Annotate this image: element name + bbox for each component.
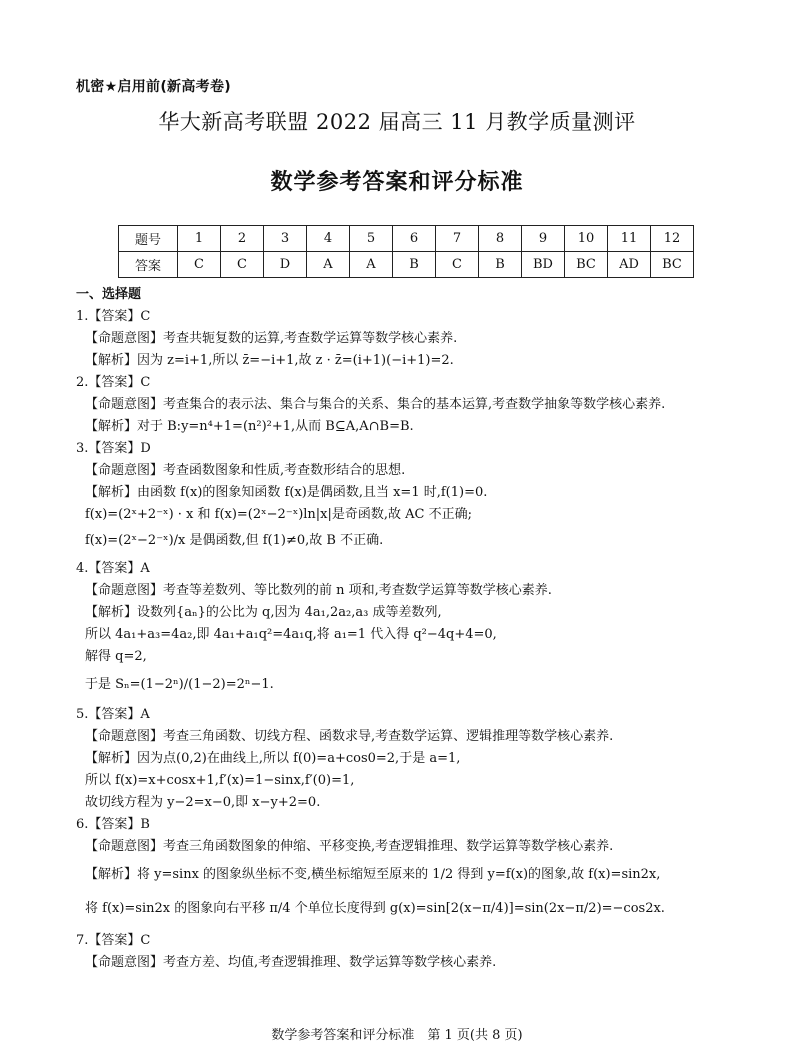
question-number-cell: 11 [608, 226, 651, 252]
solution-line: 【命题意图】考查方差、均值,考查逻辑推理、数学运算等数学核心素养. [85, 955, 497, 970]
question-number-cell: 12 [651, 226, 694, 252]
question-number-cell: 10 [565, 226, 608, 252]
solution-line: f(x)=(2ˣ−2⁻ˣ)/x 是偶函数,但 f(1)≠0,故 B 不正确. [85, 533, 384, 548]
solution-line: 所以 4a₁+a₃=4a₂,即 4a₁+a₁q²=4a₁q,将 a₁=1 代入得 q²−4q+4=0, [85, 627, 497, 642]
solution-line: 【命题意图】考查等差数列、等比数列的前 n 项和,考查数学运算等数学核心素养. [85, 583, 552, 598]
solution-line: 7.【答案】C [76, 933, 151, 948]
row-label: 题号 [119, 226, 178, 252]
solution-line: 【解析】因为 z=i+1,所以 z̄=−i+1,故 z · z̄=(i+1)(−i+1)=2. [85, 353, 454, 368]
answer-cell: BC [651, 252, 694, 278]
solution-line: 解得 q=2, [85, 649, 147, 664]
question-number-cell: 1 [178, 226, 221, 252]
solution-line: 【命题意图】考查共轭复数的运算,考查数学运算等数学核心素养. [85, 331, 458, 346]
section-heading: 一、选择题 [76, 287, 142, 302]
solution-line: 1.【答案】C [76, 309, 151, 324]
solution-line: 故切线方程为 y−2=x−0,即 x−y+2=0. [85, 795, 321, 810]
solution-line: 所以 f(x)=x+cosx+1,f′(x)=1−sinx,f′(0)=1, [85, 773, 355, 788]
row-label: 答案 [119, 252, 178, 278]
table-row [119, 252, 694, 278]
page-footer: 数学参考答案和评分标准 第 1 页(共 8 页) [271, 1028, 523, 1043]
question-number-cell: 7 [436, 226, 479, 252]
exam-title: 华大新高考联盟 2022 届高三 11 月教学质量测评 [158, 110, 636, 134]
solution-line: 2.【答案】C [76, 375, 151, 390]
answer-cell: A [307, 252, 350, 278]
solution-line: 【解析】对于 B:y=n⁴+1=(n²)²+1,从而 B⊆A,A∩B=B. [85, 419, 414, 434]
solution-line: 【命题意图】考查集合的表示法、集合与集合的关系、集合的基本运算,考查数学抽象等数学核心素养. [85, 397, 666, 412]
answer-cell: BC [565, 252, 608, 278]
answer-cell: C [221, 252, 264, 278]
confidential-label: 机密★启用前(新高考卷) [76, 79, 231, 95]
solution-line: 【命题意图】考查三角函数图象的伸缩、平移变换,考查逻辑推理、数学运算等数学核心素养. [85, 839, 614, 854]
solution-line: 【命题意图】考查函数图象和性质,考查数形结合的思想. [85, 463, 406, 478]
answer-cell: BD [522, 252, 565, 278]
doc-subtitle: 数学参考答案和评分标准 [270, 170, 524, 195]
solution-line: 于是 Sₙ=(1−2ⁿ)/(1−2)=2ⁿ−1. [85, 677, 274, 692]
answer-cell: D [264, 252, 307, 278]
solution-line: 【解析】因为点(0,2)在曲线上,所以 f(0)=a+cos0=2,于是 a=1, [85, 751, 461, 766]
solution-line: f(x)=(2ˣ+2⁻ˣ) · x 和 f(x)=(2ˣ−2⁻ˣ)ln|x|是奇函数,故 AC 不正确; [85, 507, 473, 522]
question-number-cell: 2 [221, 226, 264, 252]
answer-cell: C [178, 252, 221, 278]
solution-line: 将 f(x)=sin2x 的图象向右平移 π/4 个单位长度得到 g(x)=sin[2(x−π/4)]=sin(2x−π/2)=−cos2x. [85, 901, 665, 916]
table-row [119, 226, 694, 252]
answer-cell: B [479, 252, 522, 278]
answer-cell: A [350, 252, 393, 278]
solution-line: 【解析】将 y=sinx 的图象纵坐标不变,横坐标缩短至原来的 1/2 得到 y=f(x)的图象,故 f(x)=sin2x, [85, 867, 661, 882]
solution-line: 【解析】由函数 f(x)的图象知函数 f(x)是偶函数,且当 x=1 时,f(1)=0. [85, 485, 488, 500]
solution-line: 【命题意图】考查三角函数、切线方程、函数求导,考查数学运算、逻辑推理等数学核心素养. [85, 729, 614, 744]
solution-line: 6.【答案】B [76, 817, 150, 832]
answer-cell: B [393, 252, 436, 278]
question-number-cell: 4 [307, 226, 350, 252]
solution-line: 3.【答案】D [76, 441, 151, 456]
question-number-cell: 5 [350, 226, 393, 252]
solution-line: 4.【答案】A [76, 561, 150, 576]
question-number-cell: 9 [522, 226, 565, 252]
answer-table [118, 225, 694, 278]
solution-line: 5.【答案】A [76, 707, 150, 722]
answer-cell: AD [608, 252, 651, 278]
question-number-cell: 8 [479, 226, 522, 252]
question-number-cell: 6 [393, 226, 436, 252]
answer-cell: C [436, 252, 479, 278]
solution-line: 【解析】设数列{aₙ}的公比为 q,因为 4a₁,2a₂,a₃ 成等差数列, [85, 605, 442, 620]
question-number-cell: 3 [264, 226, 307, 252]
